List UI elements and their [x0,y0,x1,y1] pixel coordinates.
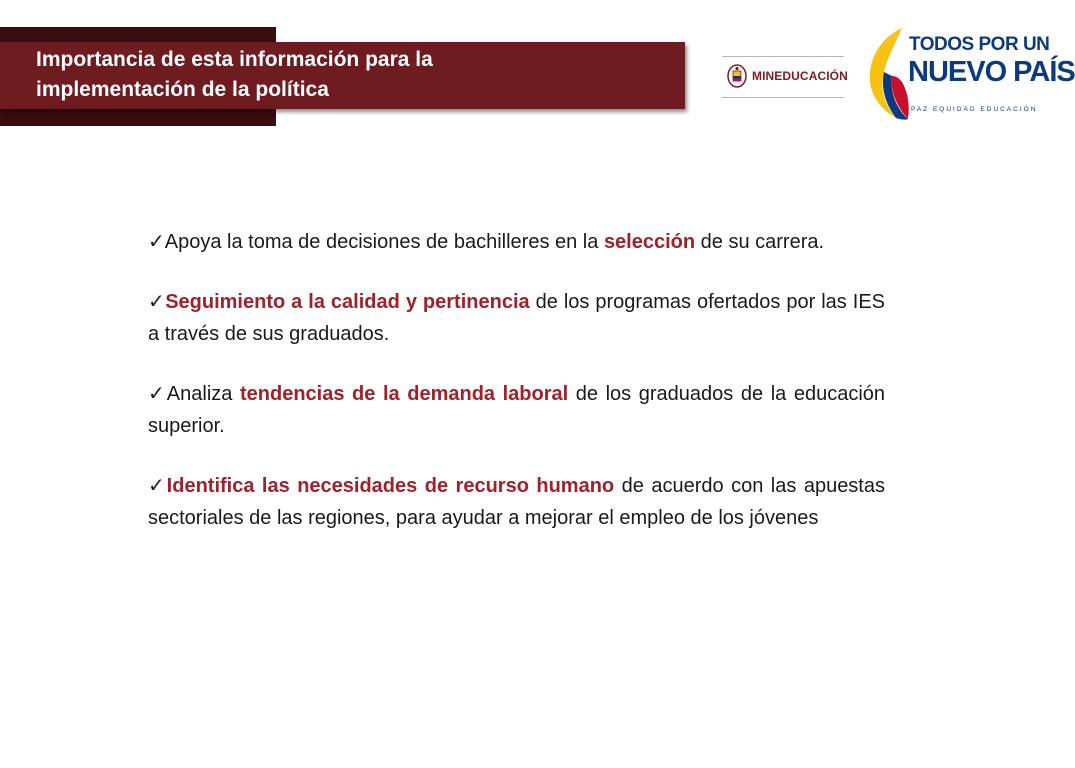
mineducacion-logo [722,56,848,98]
bullet-item [148,470,885,534]
checkmark-icon: ✓ [148,383,167,405]
logo-line-2: NUEVO PAÍS [908,56,1075,88]
bullet-item [148,378,885,442]
checkmark-icon: ✓ [148,231,165,253]
colombia-flag-swoosh-icon [862,26,910,122]
logo-line-1: TODOS POR UN [909,34,1050,55]
logo-tagline: PAZ EQUIDAD EDUCACIÓN [911,106,1038,113]
colombia-seal-icon [726,63,748,89]
checkmark-icon: ✓ [148,291,166,313]
bullet-highlight: Seguimiento a la calidad y pertinencia [165,291,530,313]
bullet-highlight: tendencias de la demanda laboral [239,383,569,405]
mineducacion-text: MINEDUCACIÓN [752,69,848,83]
bullet-text: de los graduados de la educación superior. [148,383,886,437]
title-line-2: implementación de la política [36,78,329,101]
slide-title [36,45,666,105]
title-line-1: Importancia de esta información para la [36,48,433,71]
bullet-highlight: selección [603,231,696,253]
bullet-text: de acuerdo con las apuestas sectoriales de las regiones, para ayudar a mejorar el empleo de los jóvenes [148,475,885,529]
bullet-item [148,226,885,258]
bullet-text: de su carrera. [695,231,825,253]
bullet-list [148,226,885,562]
bullet-text: Apoya la toma de decisiones de bachilleres en la [164,231,604,253]
checkmark-icon: ✓ [148,475,167,497]
bullet-highlight: Identifica las necesidades de recurso humano [166,475,615,497]
todos-por-un-nuevo-pais-logo [862,26,1075,122]
bullet-text: de los programas ofertados por las IES a través de sus graduados. [148,291,885,345]
bullet-text: Analiza [166,383,240,405]
bullet-item [148,286,885,350]
